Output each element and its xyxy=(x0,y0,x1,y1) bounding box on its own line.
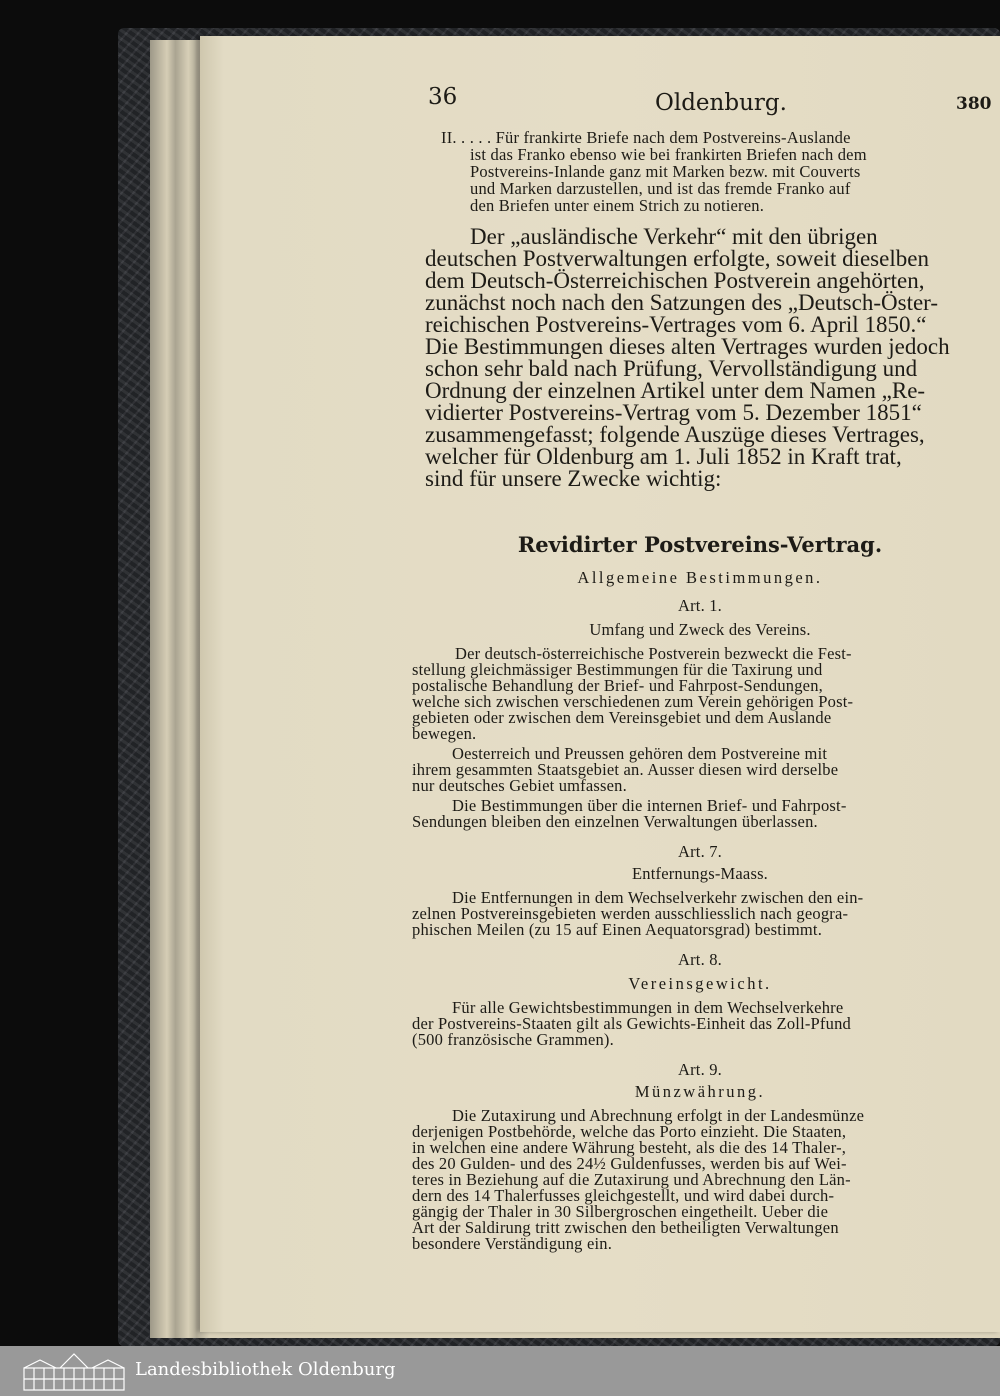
article-text-line: in welchen eine andere Währung besteht, als die des 14 Thaler-, xyxy=(412,1138,847,1157)
article-text-line: Die Zutaxirung und Abrechnung erfolgt in der Landesmünze xyxy=(452,1106,865,1125)
intro-line: Die Bestimmungen dieses alten Vertrages wurden jedoch xyxy=(425,334,950,359)
article-label: Art. 9. xyxy=(677,1060,723,1079)
page-number: 36 xyxy=(428,84,458,110)
article-label: Art. 1. xyxy=(677,596,723,615)
treaty-title: Revidirter Postvereins-Vertrag. xyxy=(517,532,883,557)
article-text-line: Die Entfernungen in dem Wechselverkehr zwischen den ein- xyxy=(452,888,864,907)
article-text-line: nur deutsches Gebiet umfassen. xyxy=(412,776,627,795)
article-text-line: ihrem gesammten Staatsgebiet an. Ausser diesen wird derselbe xyxy=(412,760,839,779)
article-label: Art. 8. xyxy=(677,950,723,969)
article-text-line: Die Bestimmungen über die internen Brief- und Fahrpost- xyxy=(452,796,847,815)
intro-line: schon sehr bald nach Prüfung, Vervollständigung und xyxy=(425,356,918,381)
section-heading: Allgemeine Bestimmungen. xyxy=(577,568,823,587)
article-text-line: des 20 Gulden- und des 24½ Guldenfusses, werden bis auf Wei- xyxy=(412,1154,847,1173)
intro-line: deutschen Postverwaltungen erfolgte, soweit dieselben xyxy=(425,246,929,271)
article-text-line: Sendungen bleiben den einzelnen Verwaltungen überlassen. xyxy=(412,812,818,831)
article-text-line: besondere Verständigung ein. xyxy=(412,1234,613,1253)
article-text-line: postalische Behandlung der Brief- und Fahrpost-Sendungen, xyxy=(412,676,823,695)
article-text-line: (500 französische Grammen). xyxy=(412,1030,614,1049)
intro-line: vidierter Postvereins-Vertrag vom 5. Dezember 1851“ xyxy=(425,400,922,425)
quote-line: und Marken darzustellen, und ist das fremde Franko auf xyxy=(470,179,851,198)
intro-line: Ordnung der einzelnen Artikel unter dem Namen „Re- xyxy=(425,378,926,403)
article-heading: Münzwährung. xyxy=(634,1082,766,1101)
article-heading: Umfang und Zweck des Vereins. xyxy=(589,620,811,639)
folio-number: 380 xyxy=(956,94,992,114)
intro-line: reichischen Postvereins-Vertrages vom 6. April 1850.“ xyxy=(425,312,927,337)
article-text-line: zelnen Postvereinsgebieten werden ausschliesslich nach geogra- xyxy=(412,904,849,923)
library-building-icon xyxy=(20,1350,128,1396)
article-text-line: gebieten oder zwischen dem Vereinsgebiet und dem Auslande xyxy=(412,708,832,727)
quote-line: den Briefen unter einem Strich zu notieren. xyxy=(470,196,765,215)
intro-line: welcher für Oldenburg am 1. Juli 1852 in Kraft trat, xyxy=(425,444,902,469)
article-text-line: gängig der Thaler in 30 Silbergroschen eingetheilt. Ueber die xyxy=(412,1202,829,1221)
library-footer xyxy=(0,1346,1000,1396)
intro-line: sind für unsere Zwecke wichtig: xyxy=(425,466,722,491)
article-text-line: welche sich zwischen verschiedenen zum Verein gehörigen Post- xyxy=(412,692,854,711)
article-text-line: Art der Saldirung tritt zwischen den betheiligten Verwaltungen xyxy=(412,1218,839,1237)
intro-line: Der „ausländische Verkehr“ mit den übrigen xyxy=(470,224,878,249)
library-name: Landesbibliothek Oldenburg xyxy=(135,1359,396,1380)
running-title: Oldenburg. xyxy=(655,90,787,116)
article-label: Art. 7. xyxy=(677,842,723,861)
article-text-line: teres in Beziehung auf die Zutaxirung und Abrechnung den Län- xyxy=(412,1170,851,1189)
intro-line: dem Deutsch-Österreichischen Postverein angehörten, xyxy=(425,268,925,293)
article-text-line: stellung gleichmässiger Bestimmungen für die Taxirung und xyxy=(412,660,823,679)
article-text-line: Für alle Gewichtsbestimmungen in dem Wechselverkehre xyxy=(452,998,844,1017)
quote-line: Postvereins-Inlande ganz mit Marken bezw. mit Couverts xyxy=(470,162,861,181)
book-page xyxy=(200,36,1000,1332)
article-text-line: Der deutsch-österreichische Postverein bezweckt die Fest- xyxy=(455,644,852,663)
article-text-line: der Postvereins-Staaten gilt als Gewichts-Einheit das Zoll-Pfund xyxy=(412,1014,851,1033)
article-text-line: Oesterreich und Preussen gehören dem Postvereine mit xyxy=(452,744,828,763)
article-text-line: derjenigen Postbehörde, welche das Porto einzieht. Die Staaten, xyxy=(412,1122,847,1141)
intro-line: zusammengefasst; folgende Auszüge dieses Vertrages, xyxy=(425,422,925,447)
quote-line: ist das Franko ebenso wie bei frankirten Briefen nach dem xyxy=(470,145,867,164)
article-heading: Vereinsgewicht. xyxy=(628,974,772,993)
quote-line: II. . . . . Für frankirte Briefe nach dem Postvereins-Auslande xyxy=(441,128,851,147)
article-heading: Entfernungs-Maass. xyxy=(631,864,769,883)
intro-line: zunächst noch nach den Satzungen des „Deutsch-Öster- xyxy=(425,290,939,315)
article-text-line: dern des 14 Thalerfusses gleichgestellt, und wird dabei durch- xyxy=(412,1186,835,1205)
article-text-line: bewegen. xyxy=(412,724,477,743)
article-text-line: phischen Meilen (zu 15 auf Einen Aequatorsgrad) bestimmt. xyxy=(412,920,823,939)
